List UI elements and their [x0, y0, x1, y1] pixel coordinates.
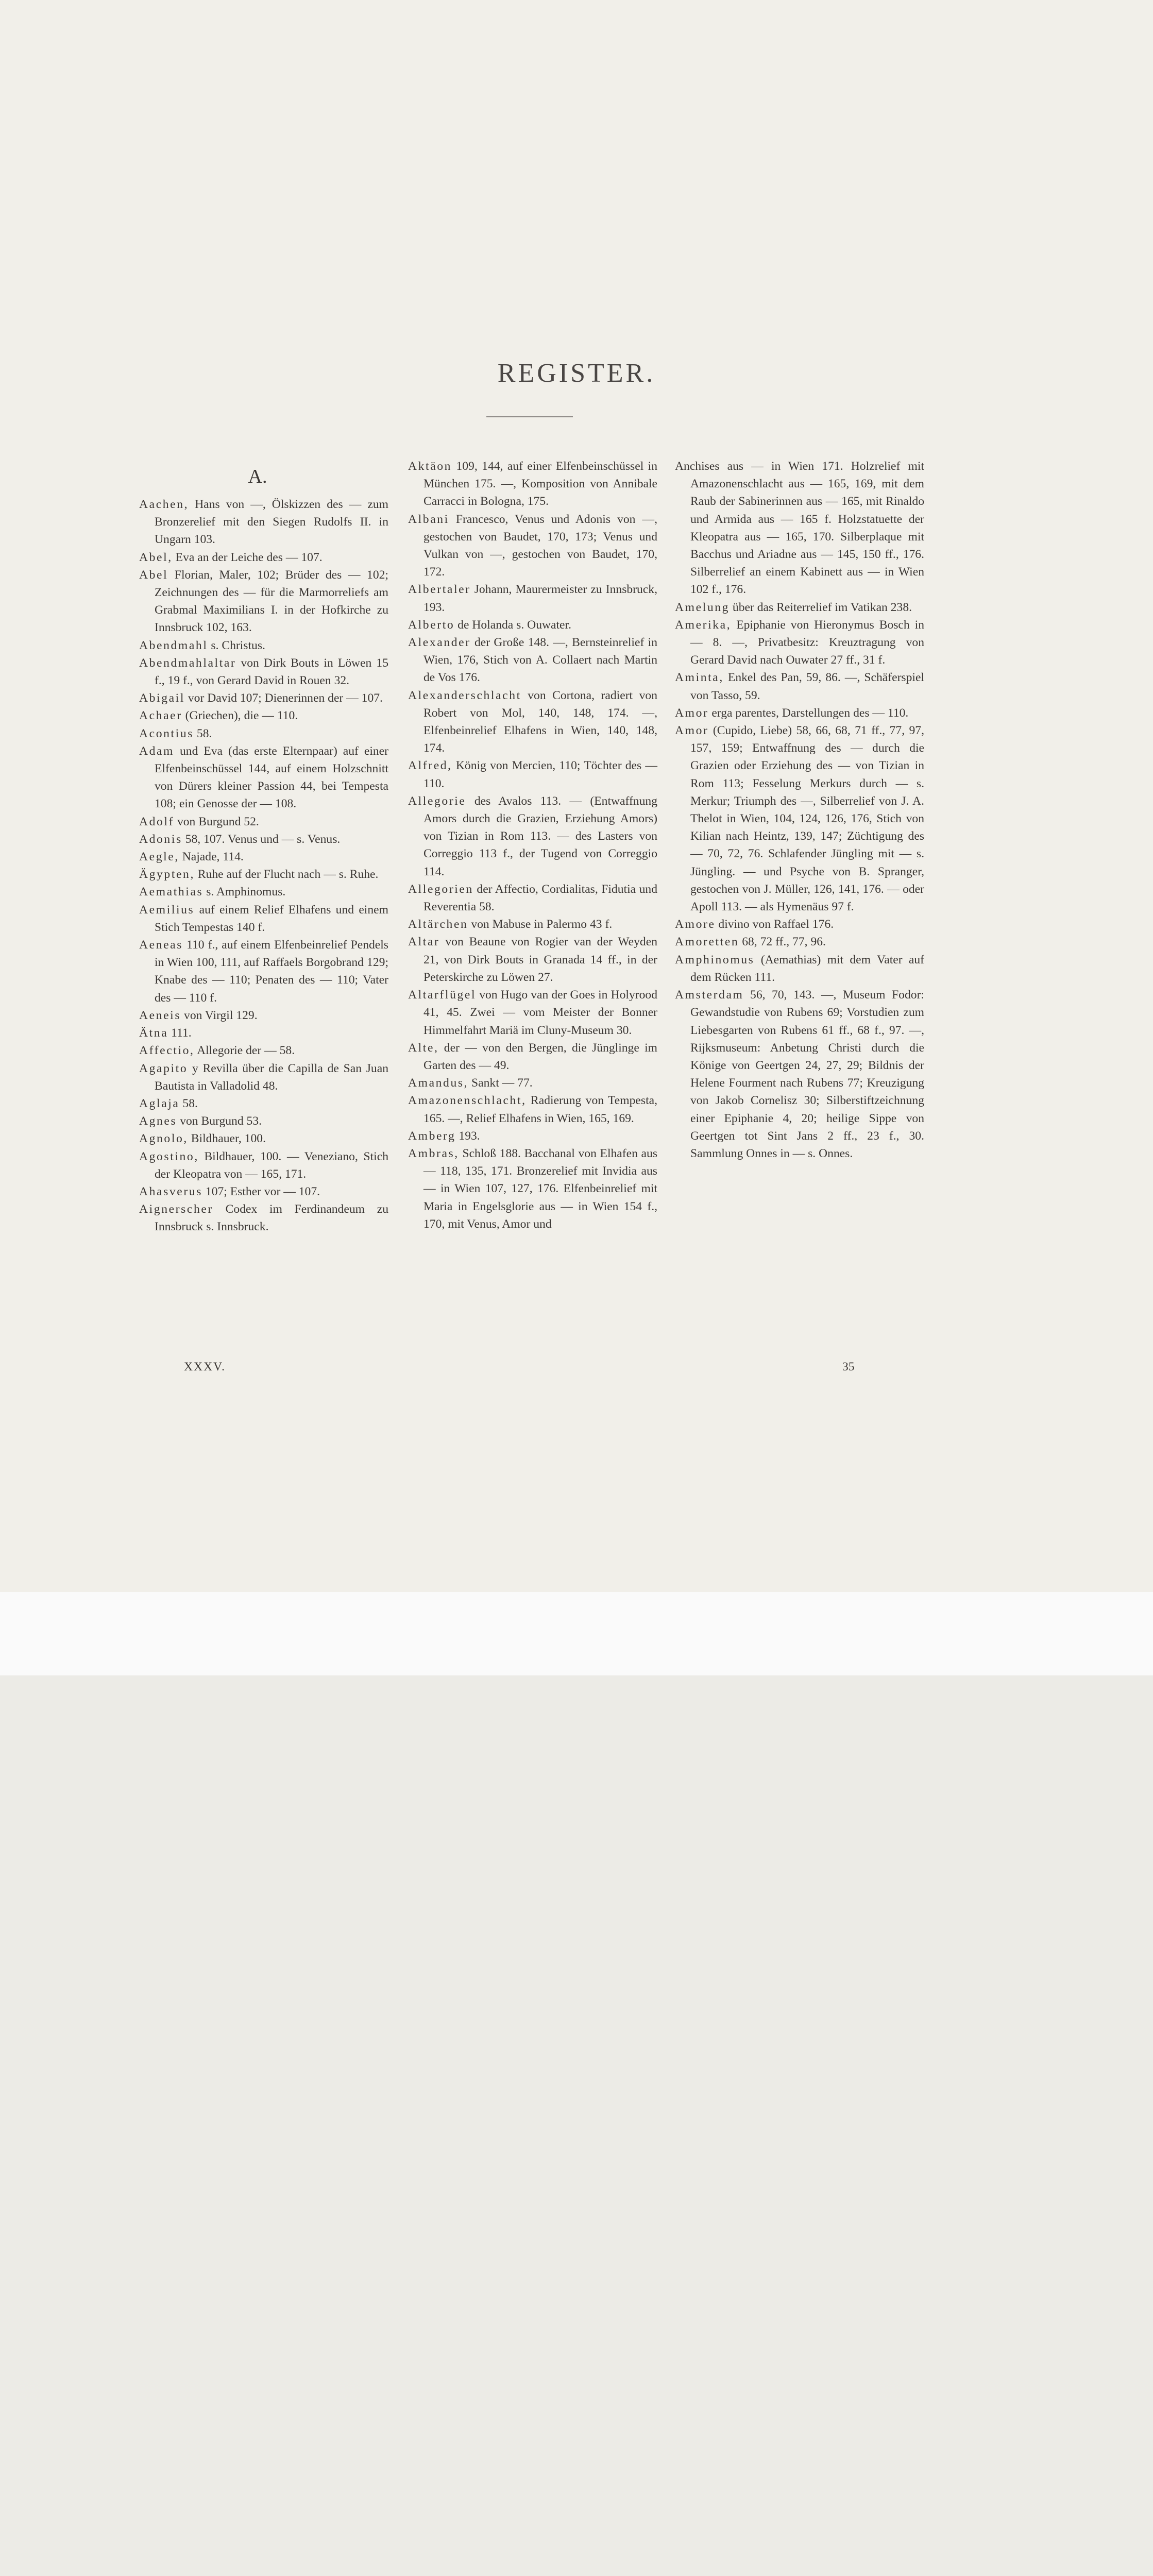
- index-entry: [408, 1074, 657, 1092]
- entry-text: Enkel des Pan, 59, 86. —, Schäferspiel von Tasso, 59.: [690, 671, 924, 702]
- index-entry: [408, 1145, 657, 1233]
- entry-text: König von Mercien, 110; Töchter des — 110.: [423, 759, 657, 790]
- entry-headword: Alfred,: [408, 759, 452, 773]
- entry-headword: Alexander: [408, 636, 471, 650]
- entry-headword: Alte,: [408, 1041, 439, 1055]
- entry-headword: Amphinomus: [675, 953, 755, 967]
- index-entry: [675, 457, 924, 599]
- index-entry: [408, 986, 657, 1039]
- entry-text: auf einem Relief Elhafens und einem Stich Tempestas 140 f.: [155, 903, 388, 934]
- entry-headword: Abendmahlaltar: [139, 656, 236, 670]
- entry-headword: Amazonenschlacht,: [408, 1094, 527, 1108]
- index-entry: [139, 1130, 388, 1147]
- entry-text: Hans von —, Ölskizzen des — zum Bronzerelief mit den Siegen Rudolfs II. in Ungarn 103.: [155, 498, 388, 547]
- entry-headword: Amelung: [675, 600, 730, 614]
- entry-headword: Acontius: [139, 726, 194, 740]
- index-entry: [675, 986, 924, 1162]
- entry-headword: Ahasverus: [139, 1184, 202, 1198]
- entry-text: Radierung von Tempesta, 165. —, Relief Elhafens in Wien, 165, 169.: [423, 1094, 657, 1125]
- title-rule: [486, 416, 573, 417]
- index-entry: [408, 581, 657, 616]
- index-entry: [408, 687, 657, 757]
- index-entry: [139, 742, 388, 813]
- entry-text: Schloß 188. Bacchanal von Elhafen aus — 118, 135, 171. Bronzerelief mit Invidia aus — in Wien 107, 127, 176. Elfenbeinrelief mit Maria in Engelsglorie aus — in Wien 154 f., 170, mit Venus, Amor und: [423, 1146, 657, 1231]
- entry-text: Johann, Maurermeister zu Innsbruck, 193.: [423, 583, 657, 614]
- page-number: 35: [842, 1360, 855, 1374]
- index-entry: [408, 457, 657, 511]
- index-entry: [408, 1039, 657, 1074]
- entry-text: (Griechen), die — 110.: [182, 709, 298, 723]
- index-entry: [675, 916, 924, 933]
- index-entry: [139, 496, 388, 549]
- entry-text: Sankt — 77.: [468, 1076, 533, 1090]
- entry-headword: Aeneis: [139, 1008, 181, 1022]
- index-entry: [408, 616, 657, 634]
- index-entry: [139, 1024, 388, 1042]
- index-entry: [139, 654, 388, 689]
- index-entry: [139, 689, 388, 707]
- entry-headword: Amor: [675, 706, 709, 720]
- entry-text: Florian, Maler, 102; Brüder des — 102; Zeichnungen des — für die Marmorreliefs am Grabmal Maximilians I. in der Hofkirche zu Innsbruck 102, 163.: [155, 568, 388, 635]
- index-entry: [675, 616, 924, 669]
- entry-text: Ruhe auf der Flucht nach — s. Ruhe.: [194, 868, 379, 882]
- index-entry: [675, 951, 924, 986]
- viewer-footer: [0, 1592, 1153, 1675]
- index-entry: [139, 1060, 388, 1095]
- entry-text: 193.: [455, 1129, 480, 1143]
- entry-headword: Agnolo,: [139, 1132, 188, 1146]
- section-letter: A.: [248, 466, 267, 487]
- entry-headword: Abendmahl: [139, 638, 208, 652]
- entry-text: erga parentes, Darstellungen des — 110.: [708, 706, 909, 720]
- entry-headword: Aeneas: [139, 938, 183, 952]
- entry-headword: Amandus,: [408, 1076, 469, 1090]
- entry-text: Allegorie der — 58.: [194, 1044, 295, 1058]
- entry-headword: Amoretten: [675, 935, 739, 949]
- entry-text: Bildhauer, 100. — Veneziano, Stich der Kleopatra von — 165, 171.: [155, 1149, 388, 1181]
- index-entry: [675, 704, 924, 722]
- entry-text: y Revilla über die Capilla de San Juan Bautista in Valladolid 48.: [155, 1061, 388, 1093]
- entry-headword: Aktäon: [408, 460, 452, 473]
- entry-headword: Allegorien: [408, 882, 473, 896]
- entry-headword: Allegorie: [408, 794, 466, 808]
- index-entry: [675, 722, 924, 916]
- entry-text: Bildhauer, 100.: [188, 1132, 266, 1146]
- entry-headword: Amberg: [408, 1129, 456, 1143]
- index-entry: [675, 933, 924, 951]
- index-entry: [139, 549, 388, 566]
- entry-headword: Abel,: [139, 550, 173, 564]
- entry-headword: Achaer: [139, 709, 182, 723]
- index-entry: [408, 1092, 657, 1127]
- index-entry: [408, 916, 657, 933]
- entry-text: (Cupido, Liebe) 58, 66, 68, 71 ff., 77, 97, 157, 159; Entwaffnung des — durch die Grazien oder Erziehung des — von Tizian in Rom 113; Fesselung Merkurs durch — s. Merkur; Triumph des —, Silberrelief von J. A. Thelot in Wien, 104, 124, 126, 176, Stich von Kilian nach Heintz, 139, 147; Züchtigung des — 70, 72, 76. Schlafender Jüngling mit — s. Jüngling. — und Psyche von B. Spranger, gestochen von J. Müller, 126, 141, 176. — oder Apoll 113. — als Hymenäus 97 f.: [690, 724, 924, 914]
- entry-headword: Ambras,: [408, 1146, 459, 1160]
- entry-text: der — von den Bergen, die Jünglinge im Garten des — 49.: [423, 1041, 657, 1072]
- entry-text: (Aemathias) mit dem Vater auf dem Rücken 111.: [690, 953, 924, 984]
- entry-text: divino von Raffael 176.: [715, 918, 834, 931]
- entry-text: von Hugo van der Goes in Holyrood 41, 45. Zwei — vom Meister der Bonner Himmelfahrt Mariä im Cluny-Museum 30.: [423, 988, 657, 1037]
- index-entry: [139, 848, 388, 866]
- index-entry: [408, 757, 657, 792]
- entry-text: 107; Esther vor — 107.: [202, 1184, 320, 1198]
- entry-text: von Cortona, radiert von Robert von Mol, 140, 148, 174. —, Elfenbeinrelief Elhafens in Wien, 140, 148, 174.: [423, 688, 657, 755]
- index-entry: [139, 1112, 388, 1130]
- page-title: REGISTER.: [497, 359, 656, 388]
- index-entry: [139, 566, 388, 637]
- entry-headword: Aachen,: [139, 498, 189, 511]
- entry-text: 110 f., auf einem Elfenbeinrelief Pendels in Wien 100, 111, auf Raffaels Borgobrand 129; Knabe des — 110; Penaten des — 110; Vater des — 110 f.: [155, 938, 388, 1005]
- signature-mark: XXXV.: [184, 1360, 226, 1374]
- entry-headword: Adam: [139, 744, 175, 758]
- index-entry: [139, 901, 388, 936]
- index-entry: [139, 813, 388, 831]
- index-entry: [408, 634, 657, 687]
- entry-headword: Aglaja: [139, 1096, 180, 1110]
- index-column-3: [675, 457, 924, 1162]
- entry-text: Anchises aus — in Wien 171. Holzrelief mit Amazonenschlacht aus — 165, 169, mit dem Raub der Sabinerinnen aus — 165, mit Rinaldo und Armida aus — 165 f. Holzstatuette der Kleopatra aus — 165, 170. Silberplaque mit Bacchus und Ariadne aus — 145, 150 ff., 176. Silberrelief an einem Kabinett aus — in Wien 102 f., 176.: [675, 460, 924, 597]
- entry-headword: Abigail: [139, 691, 185, 705]
- entry-text: 58.: [194, 726, 212, 740]
- index-entry: [408, 933, 657, 986]
- entry-headword: Alberto: [408, 618, 455, 632]
- entry-text: der Große 148. —, Bernsteinrelief in Wien, 176, Stich von A. Collaert nach Martin de Vos 176.: [423, 636, 657, 685]
- entry-headword: Ägypten,: [139, 868, 195, 882]
- index-entry: [139, 936, 388, 1007]
- entry-text: 111.: [168, 1026, 192, 1040]
- entry-headword: Ätna: [139, 1026, 168, 1040]
- index-entry: [139, 637, 388, 654]
- entry-text: Francesco, Venus und Adonis von —, gestochen von Baudet, 170, 173; Venus und Vulkan von —, gestochen von Baudet, 170, 172.: [423, 512, 657, 579]
- entry-text: vor David 107; Dienerinnen der — 107.: [184, 691, 383, 705]
- entry-headword: Altärchen: [408, 918, 468, 931]
- entry-text: und Eva (das erste Elternpaar) auf einer Elfenbeinschüssel 144, auf einem Holzschnitt von Dürers kleiner Passion 44, bei Tempesta 108; ein Genosse der — 108.: [155, 744, 388, 811]
- index-entry: [139, 831, 388, 848]
- entry-text: von Burgund 53.: [177, 1114, 262, 1128]
- index-column-2: [408, 457, 657, 1233]
- index-entry: [139, 1007, 388, 1024]
- index-entry: [139, 1148, 388, 1183]
- entry-text: Codex im Ferdinandeum zu Innsbruck s. Innsbruck.: [155, 1202, 388, 1234]
- entry-headword: Agnes: [139, 1114, 177, 1128]
- entry-text: Eva an der Leiche des — 107.: [172, 550, 323, 564]
- entry-headword: Aegle,: [139, 850, 179, 864]
- index-entry: [408, 511, 657, 581]
- entry-headword: Adolf: [139, 815, 175, 828]
- entry-headword: Aemathias: [139, 885, 204, 899]
- entry-text: 109, 144, auf einer Elfenbeinschüssel in München 175. —, Komposition von Annibale Carracci in Bologna, 175.: [423, 460, 657, 509]
- entry-headword: Altar: [408, 935, 440, 949]
- index-entry: [139, 866, 388, 883]
- entry-headword: Adonis: [139, 832, 182, 846]
- entry-headword: Amor: [675, 724, 709, 738]
- index-entry: [139, 707, 388, 724]
- entry-headword: Affectio,: [139, 1044, 195, 1058]
- index-entry: [139, 1183, 388, 1200]
- index-column-1: [139, 457, 388, 1236]
- entry-headword: Aemilius: [139, 903, 195, 917]
- entry-text: Najade, 114.: [179, 850, 244, 864]
- entry-headword: Amsterdam: [675, 988, 744, 1002]
- entry-headword: Alexanderschlacht: [408, 688, 521, 702]
- entry-headword: Aignerscher: [139, 1202, 213, 1216]
- entry-text: de Holanda s. Ouwater.: [454, 618, 571, 632]
- entry-headword: Amore: [675, 918, 716, 931]
- entry-headword: Altarflügel: [408, 988, 477, 1002]
- index-entry: [675, 669, 924, 704]
- entry-text: der Affectio, Cordialitas, Fidutia und Reverentia 58.: [423, 882, 657, 914]
- index-entry: [139, 1042, 388, 1059]
- index-entry: [408, 880, 657, 916]
- index-entry: [408, 1127, 657, 1145]
- index-entry: [139, 1200, 388, 1235]
- entry-headword: Agostino,: [139, 1149, 199, 1163]
- index-entry: [139, 883, 388, 901]
- entry-text: von Mabuse in Palermo 43 f.: [468, 918, 613, 931]
- entry-headword: Abel: [139, 568, 168, 582]
- index-entry: [139, 725, 388, 742]
- index-entry: [408, 792, 657, 880]
- entry-headword: Albani: [408, 512, 449, 526]
- entry-headword: Albertaler: [408, 583, 471, 597]
- entry-text: 58, 107. Venus und — s. Venus.: [182, 832, 341, 846]
- entry-text: von Dirk Bouts in Löwen 15 f., 19 f., von Gerard David in Rouen 32.: [155, 656, 388, 688]
- entry-headword: Amerika,: [675, 618, 732, 632]
- entry-text: s. Christus.: [208, 638, 265, 652]
- entry-text: von Virgil 129.: [181, 1008, 258, 1022]
- entry-text: 58.: [179, 1096, 198, 1110]
- entry-text: Epiphanie von Hieronymus Bosch in — 8. —, Privatbesitz: Kreuztragung von Gerard David nach Ouwater 27 ff., 31 f.: [690, 618, 924, 667]
- entry-headword: Aminta,: [675, 671, 724, 685]
- entry-headword: Agapito: [139, 1061, 188, 1075]
- entry-text: 68, 72 ff., 77, 96.: [739, 935, 826, 949]
- entry-text: von Burgund 52.: [174, 815, 259, 828]
- entry-text: 56, 70, 143. —, Museum Fodor: Gewandstudie von Rubens 69; Vorstudien zum Liebesgarten von Rubens 61 ff., 68 f., 97. —, Rijksmuseum: Anbetung Christi durch die Könige von Geertgen 24, 27, 29; Bildnis der Helene Fourment nach Rubens 77; Kreuzigung von Jakob Cornelisz 30; Silberstiftzeichnung einer Epiphanie 4, 20; heilige Sippe von Geertgen tot Sint Jans 2 ff., 23 f., 30. Sammlung Onnes in — s. Onnes.: [690, 988, 924, 1160]
- entry-text: von Beaune von Rogier van der Weyden 21, von Dirk Bouts in Granada 14 ff., in der Peterskirche zu Löwen 27.: [423, 935, 657, 984]
- index-entry: [675, 599, 924, 616]
- entry-text: s. Amphinomus.: [203, 885, 286, 899]
- entry-text: des Avalos 113. — (Entwaffnung Amors durch die Grazien, Erziehung Amors) von Tizian in Rom 113. — des Lasters von Correggio 113 f., der Tugend von Correggio 114.: [423, 794, 657, 878]
- index-entry: [139, 1095, 388, 1112]
- entry-text: über das Reiterrelief im Vatikan 238.: [730, 600, 912, 614]
